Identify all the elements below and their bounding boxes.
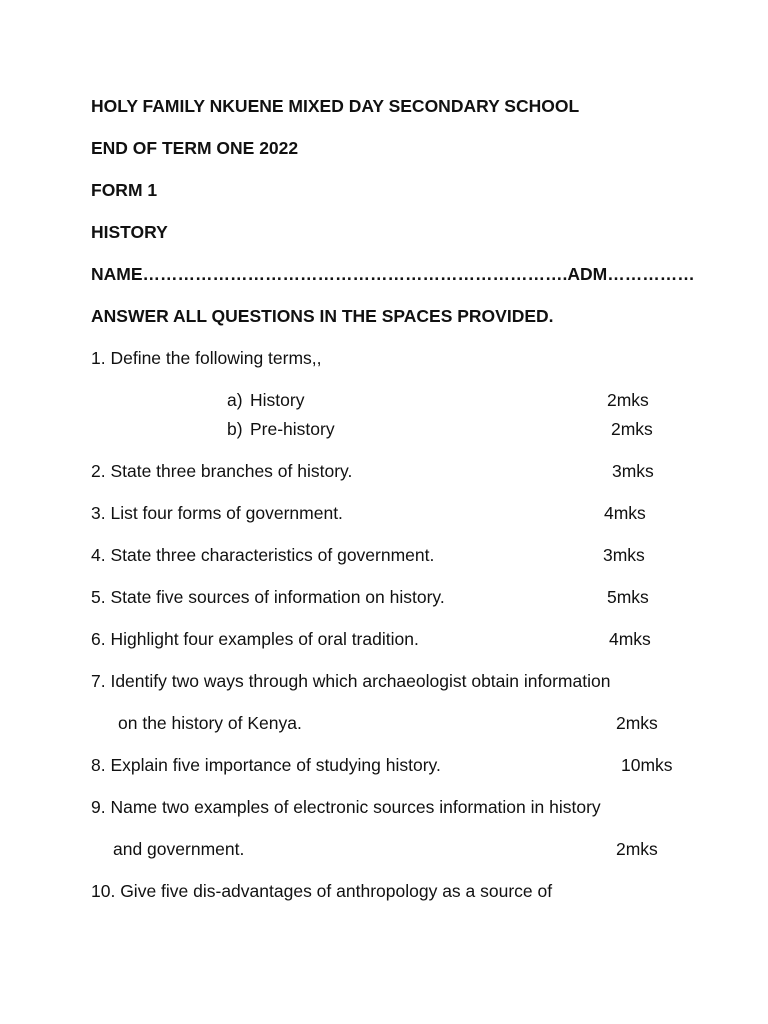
question-1a-letter: a) bbox=[227, 390, 243, 410]
name-adm-line: NAME……………………………………………………………….ADM…………… bbox=[91, 264, 695, 284]
question-5-marks: 5mks bbox=[607, 587, 649, 607]
question-10: 10. Give five dis-advantages of anthropology as a source of bbox=[91, 881, 553, 901]
question-1b-text: Pre-history bbox=[250, 419, 335, 439]
question-5: 5. State five sources of information on history. bbox=[91, 587, 445, 607]
question-1a-text: History bbox=[250, 390, 305, 410]
question-1b-letter: b) bbox=[227, 419, 243, 439]
question-9-marks: 2mks bbox=[616, 839, 658, 859]
question-7: 7. Identify two ways through which archaeologist obtain information bbox=[91, 671, 611, 691]
question-7-marks: 2mks bbox=[616, 713, 658, 733]
question-2-marks: 3mks bbox=[612, 461, 654, 481]
question-3-marks: 4mks bbox=[604, 503, 646, 523]
question-6: 6. Highlight four examples of oral tradition. bbox=[91, 629, 419, 649]
question-9: 9. Name two examples of electronic sources information in history bbox=[91, 797, 601, 817]
question-3: 3. List four forms of government. bbox=[91, 503, 343, 523]
instruction: ANSWER ALL QUESTIONS IN THE SPACES PROVIDED. bbox=[91, 306, 554, 326]
question-2: 2. State three branches of history. bbox=[91, 461, 353, 481]
question-4-marks: 3mks bbox=[603, 545, 645, 565]
question-4: 4. State three characteristics of government. bbox=[91, 545, 435, 565]
question-8-marks: 10mks bbox=[621, 755, 673, 775]
school-name: HOLY FAMILY NKUENE MIXED DAY SECONDARY SCHOOL bbox=[91, 96, 580, 116]
question-9-continued: and government. bbox=[113, 839, 245, 859]
question-1: 1. Define the following terms,, bbox=[91, 348, 322, 368]
question-8: 8. Explain five importance of studying history. bbox=[91, 755, 441, 775]
subject-label: HISTORY bbox=[91, 222, 168, 242]
exam-title: END OF TERM ONE 2022 bbox=[91, 138, 299, 158]
form-label: FORM 1 bbox=[91, 180, 158, 200]
question-6-marks: 4mks bbox=[609, 629, 651, 649]
question-1b-marks: 2mks bbox=[611, 419, 653, 439]
question-1a-marks: 2mks bbox=[607, 390, 649, 410]
question-7-continued: on the history of Kenya. bbox=[118, 713, 302, 733]
